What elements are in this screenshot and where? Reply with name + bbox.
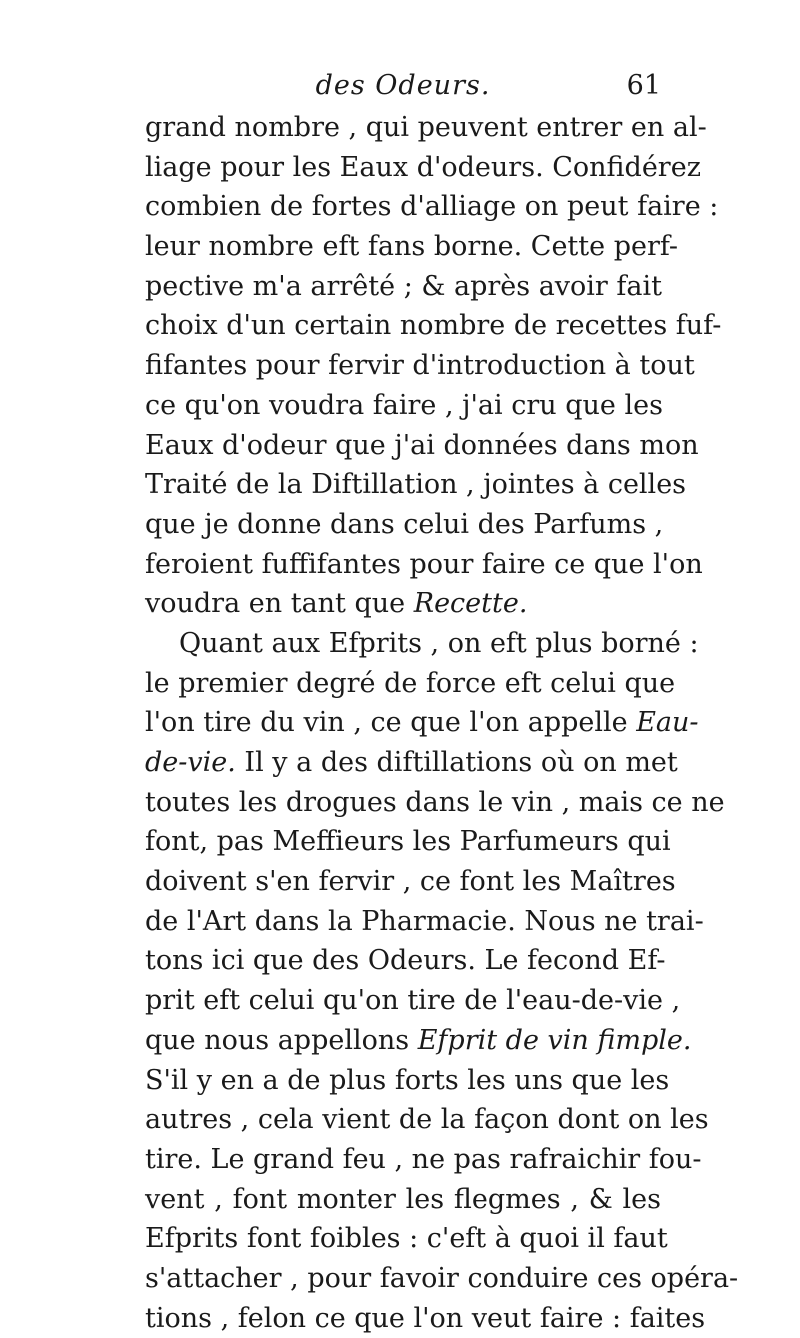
running-head — [145, 70, 661, 110]
text-line — [145, 1021, 692, 1061]
text-segment: l'on tire du vin , ce que l'on appelle — [145, 707, 637, 739]
text-line: choix d'un certain nombre de recettes fuf- — [145, 310, 722, 342]
text-line — [145, 584, 661, 624]
text-line: de l'Art dans la Pharmacie. Nous ne trai- — [145, 905, 704, 937]
italic-term: Eau- — [636, 707, 699, 739]
text-line: prit eft celui qu'on tire de l'eau-de-vie , — [145, 985, 681, 1017]
text-line: tire. Le grand feu , ne pas rafraichir fou- — [145, 1143, 702, 1175]
text-line: liage pour les Eaux d'odeurs. Confidérez — [145, 151, 701, 183]
text-segment: voudra en tant que — [145, 588, 414, 620]
text-line: pective m'a arrêté ; & après avoir fait — [145, 270, 662, 302]
text-line — [145, 743, 678, 783]
text-line — [145, 703, 699, 743]
text-line: vent , font monter les flegmes , & les — [145, 1183, 661, 1215]
text-line: tons ici que des Odeurs. Le fecond Ef- — [145, 945, 666, 977]
text-line: toutes les drogues dans le vin , mais ce ne — [145, 786, 725, 818]
text-line: grand nombre , qui peuvent entrer en al- — [145, 112, 707, 143]
text-line: ce qu'on voudra faire , j'ai cru que les — [145, 389, 663, 421]
text-line: autres , cela vient de la façon dont on les — [145, 1104, 709, 1136]
body-text — [145, 108, 739, 1338]
text-line: combien de fortes d'alliage on peut faire : — [145, 191, 719, 223]
text-line: Efprits font foibles : c'eft à quoi il faut — [145, 1223, 668, 1255]
paragraph-first-line: Quant aux Efprits , on eft plus borné : — [179, 627, 699, 659]
page-number: 61 — [626, 70, 661, 101]
italic-term: de-vie. — [145, 747, 236, 778]
text-line: font, pas Meffieurs les Parfumeurs qui — [145, 826, 671, 858]
text-line: Traité de la Diftillation , jointes à celles — [145, 469, 687, 501]
text-line: Eaux d'odeur que j'ai données dans mon — [145, 429, 699, 461]
text-line: S'il y en a de plus forts les uns que les — [145, 1064, 670, 1096]
text-line: doivent s'en fervir , ce font les Maîtres — [145, 866, 676, 898]
text-line: tions , felon ce que l'on veut faire : faites — [145, 1302, 706, 1334]
text-line: leur nombre eft fans borne. Cette perf- — [145, 231, 679, 263]
running-title: des Odeurs. — [315, 70, 491, 101]
italic-term: Recette. — [413, 588, 528, 620]
text-line: que je donne dans celui des Parfums , — [145, 508, 664, 540]
text-segment: Il y a des diftillations où on met — [235, 747, 678, 778]
text-line: feroient fuffifantes pour faire ce que l'on — [145, 548, 703, 580]
text-segment: que nous appellons — [145, 1024, 418, 1056]
text-line: fifantes pour fervir d'introduction à tout — [145, 350, 695, 382]
text-line: s'attacher , pour favoir conduire ces opéra- — [145, 1262, 739, 1294]
text-line: le premier degré de force eft celui que — [145, 667, 676, 699]
italic-term: Efprit de vin fimple. — [417, 1024, 692, 1056]
